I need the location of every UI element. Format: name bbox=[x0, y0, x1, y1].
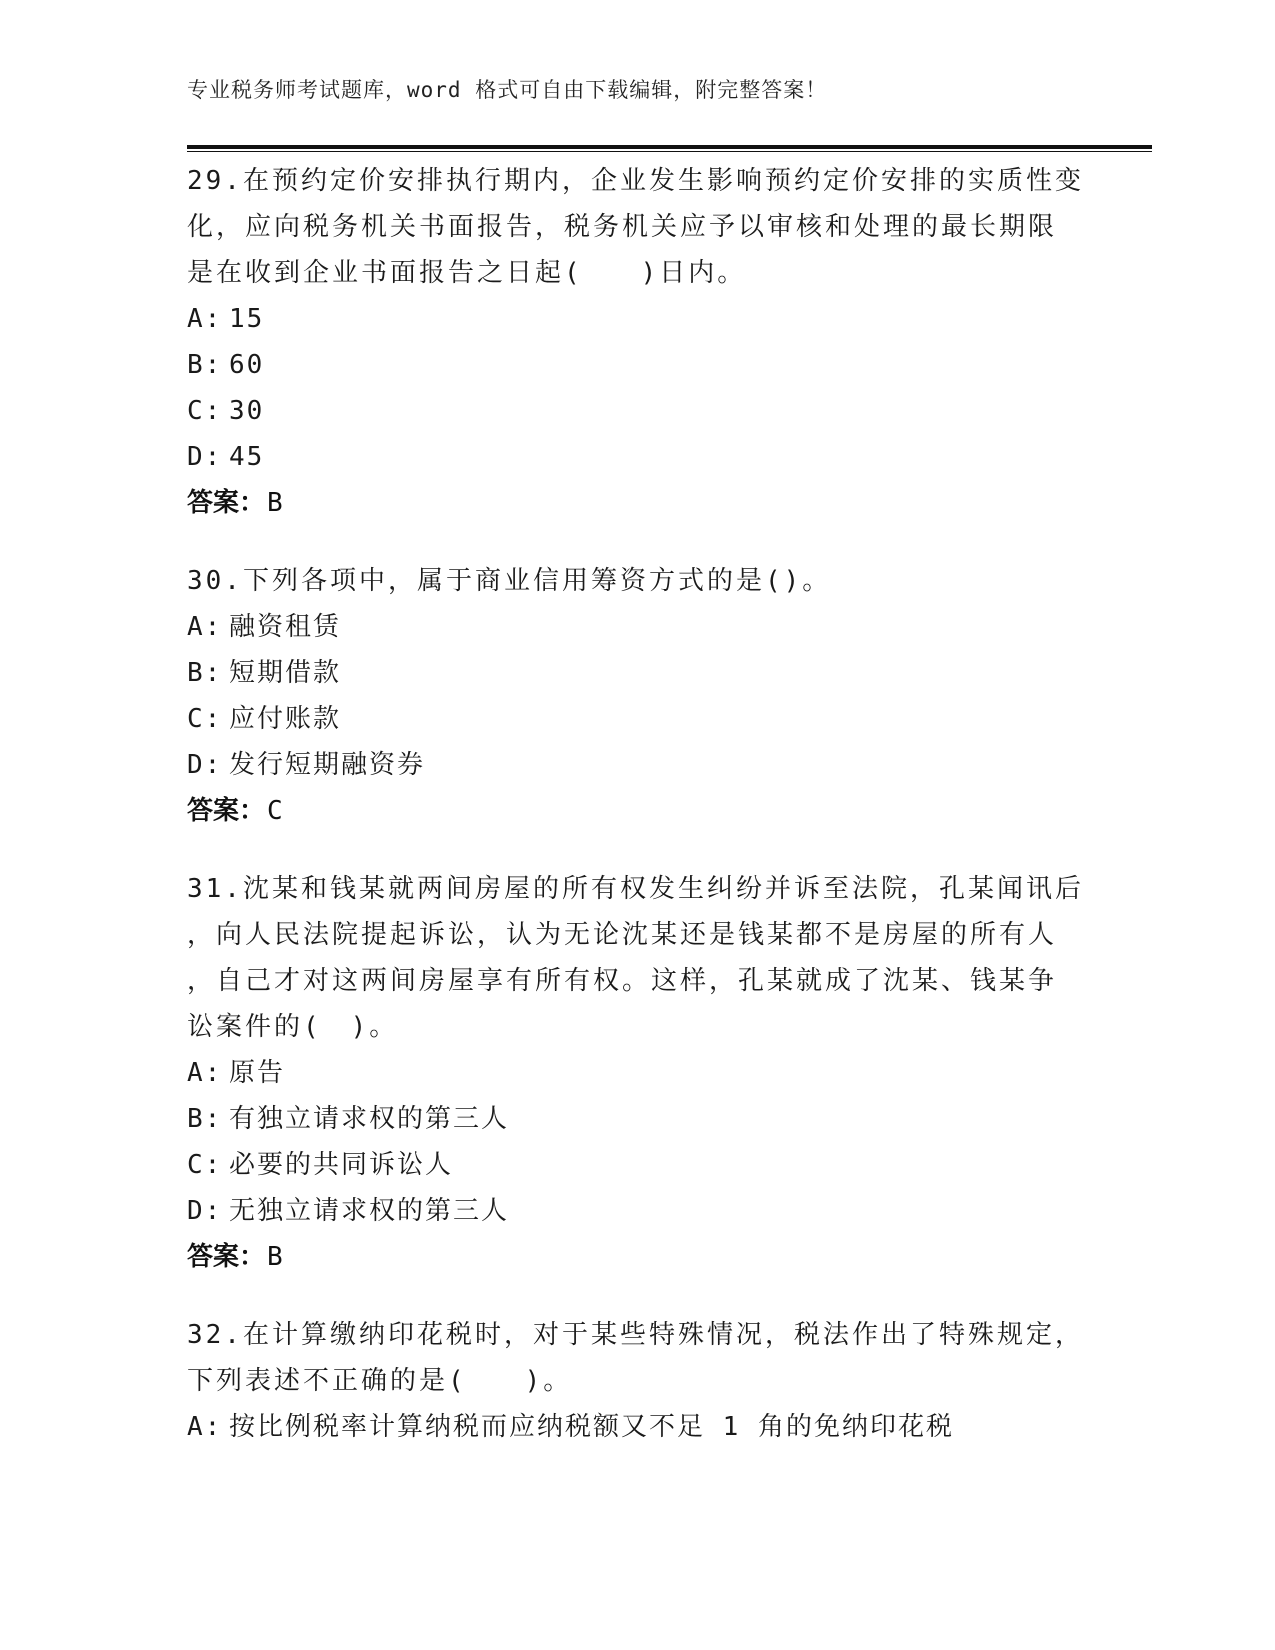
answer-value: C bbox=[267, 796, 283, 826]
question-stem: 31.沈某和钱某就两间房屋的所有权发生纠纷并诉至法院，孔某闻讯后 ，向人民法院提起诉讼，认为无论沈某还是钱某都不是房屋的所有人 ，自己才对这两间房屋享有所有权。这样，孔某就成了沈某、钱某争 讼案件的( )。 bbox=[187, 874, 1084, 1042]
answer-line bbox=[187, 788, 1087, 834]
option-text: 有独立请求权的第三人 bbox=[229, 1104, 510, 1134]
option-text: 45 bbox=[229, 442, 265, 472]
option-b bbox=[187, 342, 1087, 388]
option-text: 发行短期融资券 bbox=[229, 750, 426, 780]
option-letter: A: bbox=[187, 1058, 223, 1088]
page-header: 专业税务师考试题库，word 格式可自由下载编辑，附完整答案！ bbox=[187, 78, 828, 102]
question-stem: 29.在预约定价安排执行期内，企业发生影响预约定价安排的实质性变 化，应向税务机关书面报告，税务机关应予以审核和处理的最长期限 是在收到企业书面报告之日起( )日内。 bbox=[187, 166, 1084, 288]
header-rule-thick bbox=[187, 145, 1152, 149]
option-a bbox=[187, 1404, 1087, 1450]
answer-value: B bbox=[267, 488, 283, 518]
option-text: 30 bbox=[229, 396, 265, 426]
option-c bbox=[187, 696, 1087, 742]
option-text: 必要的共同诉讼人 bbox=[229, 1150, 454, 1180]
question-29 bbox=[187, 158, 1087, 526]
option-c bbox=[187, 388, 1087, 434]
option-letter: C: bbox=[187, 1150, 223, 1180]
option-letter: A: bbox=[187, 612, 223, 642]
option-letter: D: bbox=[187, 442, 223, 472]
question-30 bbox=[187, 558, 1087, 834]
answer-line bbox=[187, 1234, 1087, 1280]
option-b bbox=[187, 650, 1087, 696]
question-stem: 30.下列各项中，属于商业信用筹资方式的是()。 bbox=[187, 566, 832, 596]
question-31 bbox=[187, 866, 1087, 1280]
option-text: 按比例税率计算纳税而应纳税额又不足 1 角的免纳印花税 bbox=[229, 1412, 954, 1442]
option-a bbox=[187, 604, 1087, 650]
option-d bbox=[187, 742, 1087, 788]
option-text: 无独立请求权的第三人 bbox=[229, 1196, 510, 1226]
option-a bbox=[187, 1050, 1087, 1096]
answer-line bbox=[187, 480, 1087, 526]
option-text: 原告 bbox=[229, 1058, 286, 1088]
option-text: 应付账款 bbox=[229, 704, 342, 734]
option-text: 短期借款 bbox=[229, 658, 342, 688]
answer-value: B bbox=[267, 1242, 283, 1272]
option-letter: C: bbox=[187, 396, 223, 426]
answer-label: 答案： bbox=[187, 796, 266, 826]
option-letter: D: bbox=[187, 750, 223, 780]
option-text: 融资租赁 bbox=[229, 612, 342, 642]
option-letter: A: bbox=[187, 1412, 223, 1442]
option-letter: B: bbox=[187, 1104, 223, 1134]
option-letter: B: bbox=[187, 350, 223, 380]
option-a bbox=[187, 296, 1087, 342]
header-rule-thin bbox=[187, 151, 1152, 152]
question-stem: 32.在计算缴纳印花税时，对于某些特殊情况，税法作出了特殊规定， 下列表述不正确的是( )。 bbox=[187, 1320, 1084, 1396]
option-text: 15 bbox=[229, 304, 265, 334]
question-32 bbox=[187, 1312, 1087, 1450]
answer-label: 答案： bbox=[187, 1242, 266, 1272]
option-letter: C: bbox=[187, 704, 223, 734]
option-letter: D: bbox=[187, 1196, 223, 1226]
option-b bbox=[187, 1096, 1087, 1142]
question-list bbox=[187, 158, 1087, 1482]
answer-label: 答案： bbox=[187, 488, 266, 518]
option-c bbox=[187, 1142, 1087, 1188]
option-letter: A: bbox=[187, 304, 223, 334]
option-d bbox=[187, 434, 1087, 480]
option-text: 60 bbox=[229, 350, 265, 380]
option-letter: B: bbox=[187, 658, 223, 688]
option-d bbox=[187, 1188, 1087, 1234]
